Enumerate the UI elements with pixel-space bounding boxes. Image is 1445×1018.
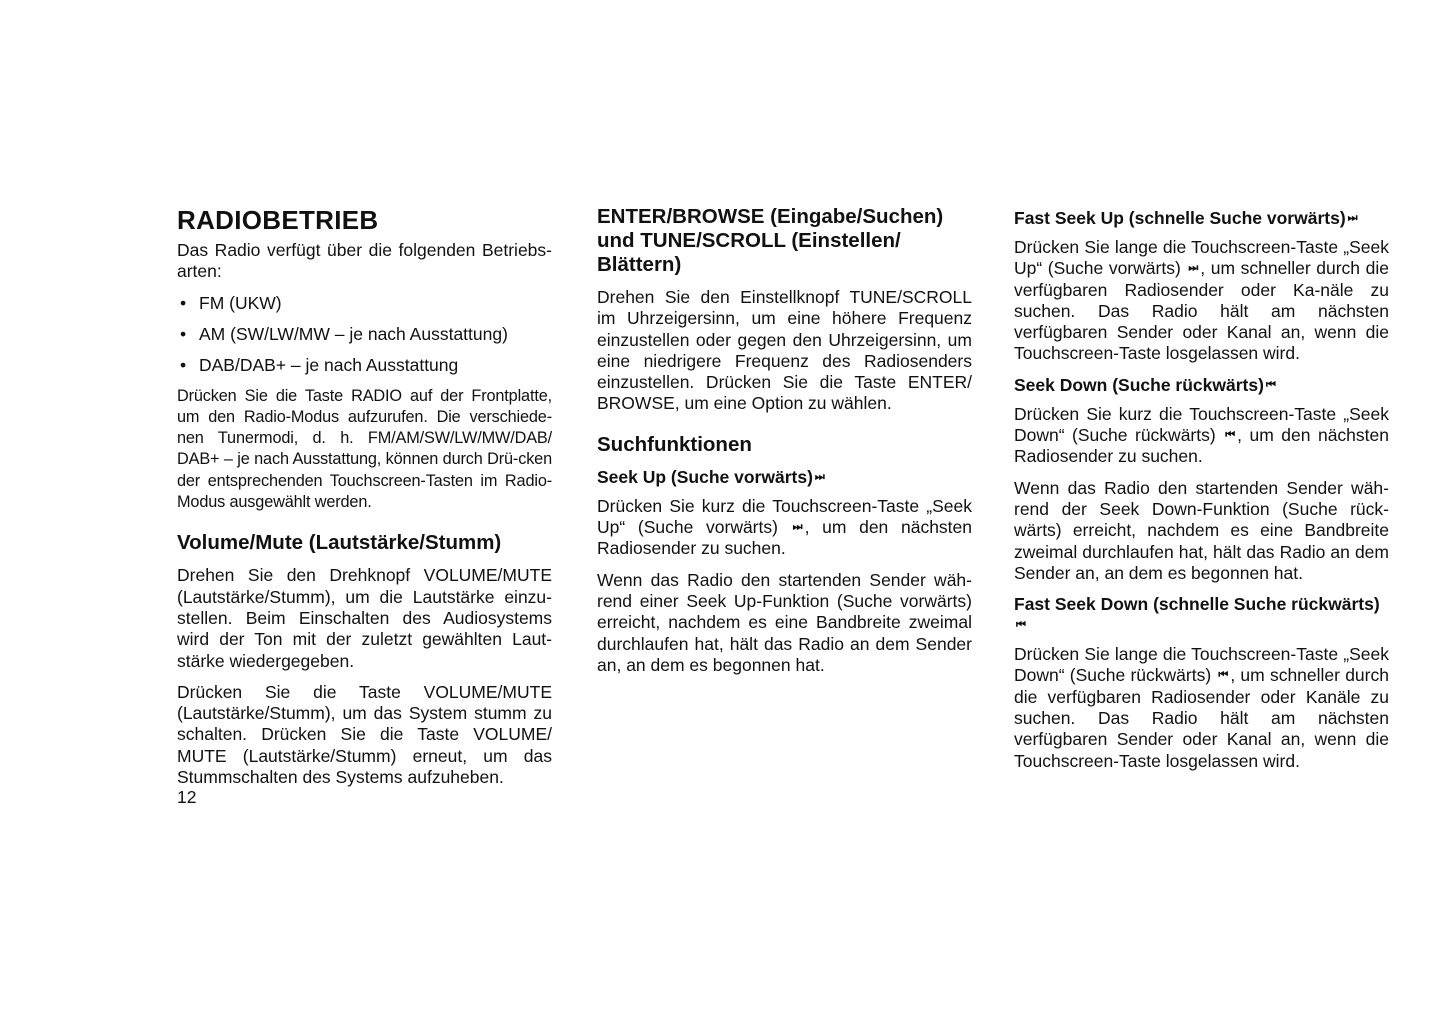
volume-text-1: Drehen Sie den Drehknopf VOLUME/MUTE (Lautstärke/Stumm), um die Lautstärke einzu-stellen. Beim Einschalten des Audiosystems wird der Ton mit der zuletzt gewählten Laut-stärke wiedergegeben.	[177, 565, 552, 671]
right-column	[1014, 208, 1389, 782]
seek-up-text-2: Wenn das Radio den startenden Sender wäh-rend einer Seek Up-Funktion (Suche vorwärts) erreicht, nachdem es eine Bandbreite zweimal durchlaufen hat, hält das Radio an dem Sender an, an dem es begonnen hat.	[597, 569, 972, 675]
left-column	[177, 205, 552, 798]
seek-up-text-before: Drücken Sie kurz die Touchscreen-Taste „Seek Up“ (Suche vorwärts)	[597, 495, 972, 538]
enter-browse-text: Drehen Sie den Einstellknopf TUNE/SCROLL im Uhrzeigersinn, um eine höhere Frequenz einzustellen oder gegen den Uhrzeigersinn, um eine niedrigere Frequenz des Radiosenders einzustellen. Drücken Sie die Taste ENTER/ BROWSE, um eine Option zu wählen.	[597, 287, 972, 414]
radio-button-text: Drücken Sie die Taste RADIO auf der Frontplatte, um den Radio-Modus aufzurufen. Die verschiede-nen Tunermodi, d. h. FM/AM/SW/LW/MW/DAB/ DAB+ – je nach Ausstattung, können durch Drü-cken der entsprechenden Touchscreen-Tasten im Radio-Modus ausgewählt werden.	[177, 386, 552, 512]
fast-seek-down-text-before: Drücken Sie lange die Touchscreen-Taste „Seek Down“ (Suche rückwärts)	[1014, 644, 1389, 686]
page-title: RADIOBETRIEB	[177, 205, 379, 235]
fast-seek-up-text-before: Drücken Sie lange die Touchscreen-Taste „Seek Up“ (Suche vorwärts)	[1014, 237, 1389, 279]
seek-down-icon: ⏮	[1218, 669, 1227, 682]
fast-seek-up-text-after: , um schneller durch die verfügbaren Radiosender oder Ka-näle zu suchen. Das Radio hält am nächsten verfügbaren Sender oder Kanal an, wenn die Touchscreen-Taste losgelassen wird.	[1014, 258, 1389, 364]
seek-down-text-after: , um den nächsten Radiosender zu suchen.	[1014, 425, 1389, 467]
middle-column	[597, 205, 972, 686]
fast-seek-down-heading-label: Fast Seek Down (schnelle Suche rückwärts)	[1014, 594, 1380, 615]
seek-down-icon: ⏮	[1016, 619, 1024, 632]
fast-seek-up-text	[1014, 237, 1389, 365]
seek-up-text-after: , um den nächsten Radiosender zu suchen.	[597, 517, 972, 559]
seek-up-icon: ⏭	[814, 470, 823, 483]
band-item-fm: • FM (UKW)	[177, 293, 552, 314]
fast-seek-up-heading	[1014, 208, 1389, 229]
seek-down-text-2: Wenn das Radio den startenden Sender wäh-rend der Seek Down-Funktion (Suche rück-wärts) erreicht, nachdem es eine Bandbreite zweimal durchlaufen hat, hält das Radio an dem Sender an, an dem es begonnen hat.	[1014, 477, 1389, 583]
fast-seek-down-text	[1014, 644, 1389, 772]
band-item-am: • AM (SW/LW/MW – je nach Ausstattung)	[177, 324, 552, 345]
page-number: 12	[177, 787, 197, 807]
seek-up-icon: ⏭	[1188, 262, 1197, 275]
fast-seek-down-text-after: , um schneller durch die verfügbaren Radiosender oder Kanäle zu suchen. Das Radio hält am nächsten verfügbaren Sender oder Kanal an, wenn die Touchscreen-Taste losgelassen wird.	[1014, 665, 1389, 771]
search-functions-heading: Suchfunktionen	[597, 432, 752, 456]
band-list	[177, 293, 552, 376]
seek-up-heading	[597, 467, 972, 488]
seek-down-icon: ⏮	[1225, 429, 1234, 442]
volume-heading: Volume/Mute (Lautstärke/Stumm)	[177, 531, 502, 555]
seek-up-icon: ⏭	[792, 521, 801, 534]
seek-up-icon: ⏭	[1347, 212, 1356, 224]
seek-up-heading-label: Seek Up (Suche vorwärts)	[597, 466, 813, 487]
enter-browse-heading: ENTER/BROWSE (Eingabe/Suchen) und TUNE/SCROLL (Einstellen/ Blättern)	[597, 205, 944, 276]
band-item-dab: • DAB/DAB+ – je nach Ausstattung	[177, 355, 552, 376]
seek-down-icon: ⏮	[1265, 378, 1274, 391]
seek-down-text	[1014, 404, 1389, 468]
intro-text: Das Radio verfügt über die folgenden Betriebs-arten:	[177, 240, 552, 282]
seek-down-heading-label: Seek Down (Suche rückwärts)	[1014, 374, 1264, 395]
seek-down-heading	[1014, 375, 1389, 396]
seek-up-text	[597, 496, 972, 560]
volume-text-2: Drücken Sie die Taste VOLUME/MUTE (Lautstärke/Stumm), um das System stumm zu schalten. Drücken Sie die Taste VOLUME/ MUTE (Lautstärke/Stumm) erneut, um das Stummschalten des Systems aufzuheben.	[177, 681, 552, 788]
fast-seek-up-heading-label: Fast Seek Up (schnelle Suche vorwärts)	[1014, 208, 1346, 228]
seek-down-text-before: Drücken Sie kurz die Touchscreen-Taste „Seek Down“ (Suche rückwärts)	[1014, 403, 1389, 446]
fast-seek-down-heading	[1014, 594, 1389, 636]
